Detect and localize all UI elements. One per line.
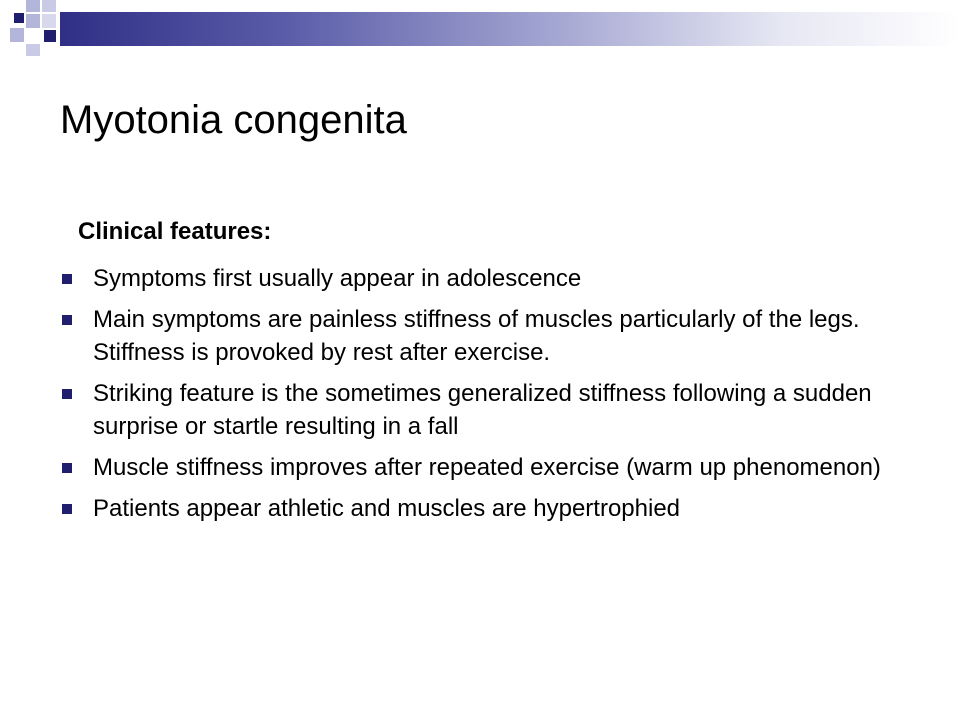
bullet-text: Patients appear athletic and muscles are hypertrophied — [93, 495, 681, 522]
bullet-text: Striking feature is the sometimes generalized stiffness following a sudden surprise or startle resulting in a fall — [93, 380, 872, 440]
deco-square-light — [10, 28, 24, 42]
square-bullet-icon — [62, 389, 72, 399]
bullet-item — [60, 303, 920, 369]
slide-title: Myotonia congenita — [60, 98, 407, 142]
deco-square-light — [26, 44, 40, 56]
square-bullet-icon — [62, 315, 72, 325]
square-bullet-icon — [62, 504, 72, 514]
bullet-text: Symptoms first usually appear in adolescence — [93, 265, 582, 292]
deco-square-light — [26, 0, 40, 12]
header-gradient-bar — [60, 12, 960, 46]
bullet-item — [60, 377, 920, 443]
clinical-features-heading: Clinical features: — [78, 218, 272, 245]
deco-square-light — [42, 0, 56, 12]
bullet-item — [60, 262, 920, 295]
bullet-list — [60, 262, 920, 533]
square-bullet-icon — [62, 274, 72, 284]
deco-square-light — [26, 14, 40, 28]
bullet-text: Muscle stiffness improves after repeated exercise (warm up phenomenon) — [93, 454, 881, 481]
bullet-item — [60, 492, 920, 525]
bullet-item — [60, 451, 920, 484]
deco-square-light — [42, 14, 56, 28]
square-bullet-icon — [62, 463, 72, 473]
deco-square-dark — [14, 13, 24, 23]
bullet-text: Main symptoms are painless stiffness of muscles particularly of the legs. Stiffness is provoked by rest after exercise. — [93, 306, 860, 366]
deco-square-dark — [44, 30, 56, 42]
